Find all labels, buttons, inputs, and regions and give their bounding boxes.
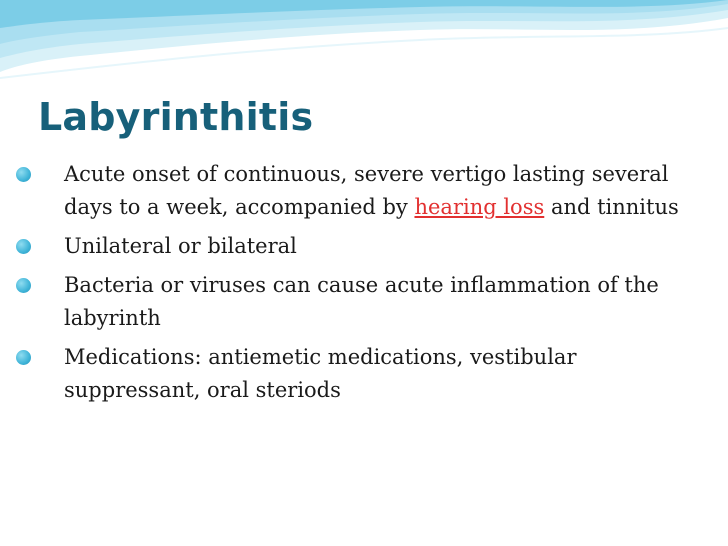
bullet-item bbox=[16, 230, 716, 263]
bullet-text-after: and tinnitus bbox=[544, 195, 679, 219]
slide-title: Labyrinthitis bbox=[38, 95, 314, 139]
circle-bullet-icon bbox=[16, 278, 31, 293]
bullet-text: Bacteria or viruses can cause acute inflammation of the labyrinth bbox=[64, 273, 659, 330]
circle-bullet-icon bbox=[16, 350, 31, 365]
circle-bullet-icon bbox=[16, 239, 31, 254]
bullet-item bbox=[16, 269, 716, 335]
wave-header-decoration bbox=[0, 0, 728, 90]
bullet-text: Medications: antiemetic medications, vestibular suppressant, oral steriods bbox=[64, 345, 577, 402]
bullet-text: Acute onset of continuous, severe vertigo lasting several days to a week, accompanied by bbox=[64, 162, 669, 219]
bullet-item bbox=[16, 341, 716, 407]
bullet-text: Unilateral or bilateral bbox=[64, 234, 297, 258]
circle-bullet-icon bbox=[16, 167, 31, 182]
hearing-loss-link[interactable]: hearing loss bbox=[414, 195, 545, 219]
bullet-list bbox=[16, 158, 716, 413]
bullet-item bbox=[16, 158, 716, 224]
